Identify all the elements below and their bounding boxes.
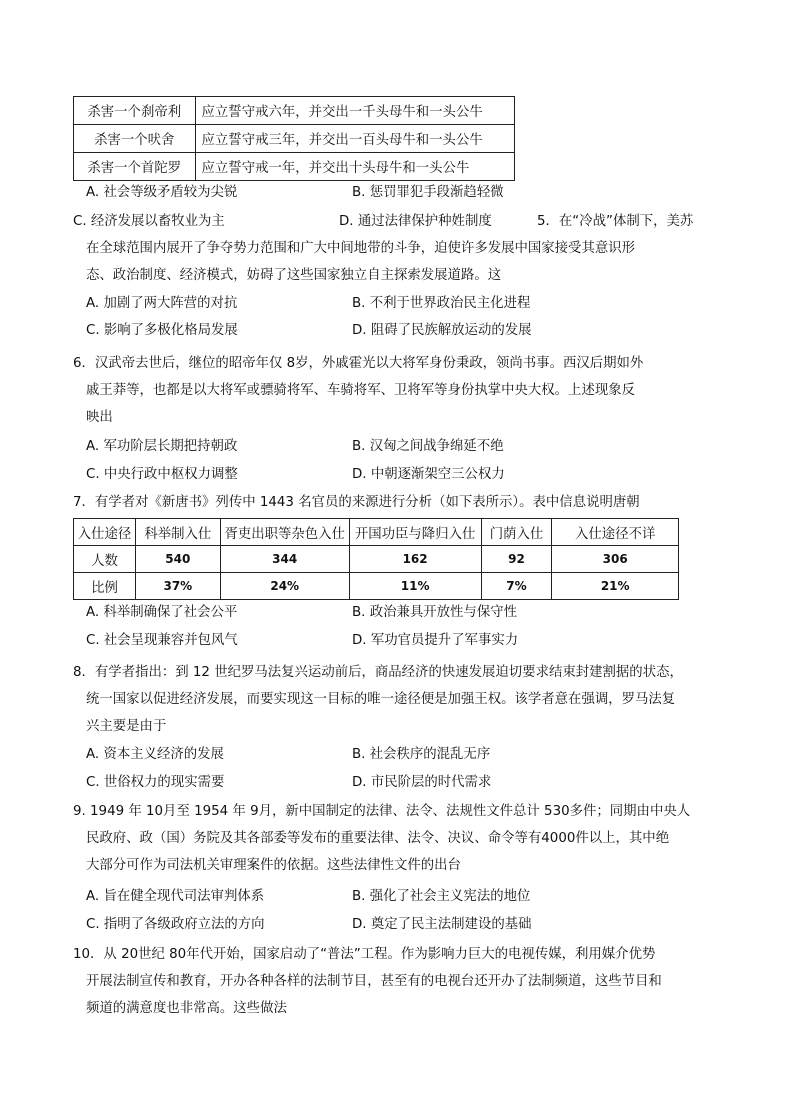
q9-stem-line: 9. 1949 年 10月至 1954 年 9月，新中国制定的法律、法令、法规性文件总计 530多件；同期由中央人 — [73, 804, 691, 819]
q5-stem-line: 态、政治制度、经济模式，妨碍了这些国家独立自主探索发展道路。这 — [86, 268, 502, 283]
table-cell: 344 — [220, 546, 349, 573]
table-cell: 24% — [220, 573, 349, 600]
table-header-row — [74, 519, 679, 546]
q6-option-c: C. 中央行政中枢权力调整 — [86, 467, 238, 482]
table-cell: 162 — [349, 546, 481, 573]
official-origin-table — [73, 518, 679, 600]
table-cell: 11% — [349, 573, 481, 600]
q8-stem-line: 8．有学者指出：到 12 世纪罗马法复兴运动前后，商品经济的快速发展迫切要求结束封建割据的状态， — [73, 665, 683, 680]
table-cell: 杀害一个首陀罗 — [74, 153, 196, 181]
q4-option-d: D. 通过法律保护种姓制度 — [339, 214, 492, 229]
q4-option-c: C. 经济发展以畜牧业为主 — [73, 214, 225, 229]
table-row — [74, 97, 515, 125]
table-cell: 应立誓守戒六年，并交出一千头母牛和一头公牛 — [195, 97, 514, 125]
q9-stem-line: 大部分可作为司法机关审理案件的依据。这些法律性文件的出台 — [86, 858, 461, 873]
table-cell: 540 — [135, 546, 220, 573]
table-header-cell: 科举制入仕 — [135, 519, 220, 546]
table-row — [74, 153, 515, 181]
table-row-label: 人数 — [74, 546, 136, 573]
q8-stem-line: 兴主要是由于 — [86, 719, 167, 734]
q4-option-a: A. 社会等级矛盾较为尖锐 — [86, 185, 238, 200]
q8-option-d: D. 市民阶层的时代需求 — [352, 775, 492, 790]
table-header-cell: 入仕途径不详 — [552, 519, 679, 546]
table-row — [74, 125, 515, 153]
q5-option-d: D. 阻碍了民族解放运动的发展 — [352, 323, 532, 338]
table-cell: 杀害一个刹帝利 — [74, 97, 196, 125]
table-row — [74, 546, 679, 573]
caste-penalty-table — [73, 96, 515, 181]
table-header-cell: 开国功臣与降归入仕 — [349, 519, 481, 546]
table-cell: 7% — [481, 573, 552, 600]
q9-option-b: B. 强化了社会主义宪法的地位 — [352, 889, 531, 904]
table-cell: 应立誓守戒三年，并交出一百头母牛和一头公牛 — [195, 125, 514, 153]
q6-stem-line: 戚王莽等，也都是以大将军或骠骑将军、车骑将军、卫将军等身份执掌中央大权。上述现象反 — [86, 383, 636, 398]
q8-stem-line: 统一国家以促进经济发展，而要实现这一目标的唯一途径便是加强王权。该学者意在强调，罗马法复 — [86, 692, 676, 707]
table-cell: 92 — [481, 546, 552, 573]
table-header-cell: 门荫入仕 — [481, 519, 552, 546]
q7-option-b: B. 政治兼具开放性与保守性 — [352, 605, 517, 620]
table-row-label: 比例 — [74, 573, 136, 600]
q10-stem-line: 频道的满意度也非常高。这些做法 — [86, 1001, 287, 1016]
table-header-cell: 胥吏出职等杂色入仕 — [220, 519, 349, 546]
q10-stem-line: 开展法制宣传和教育，开办各种各样的法制节目，甚至有的电视台还开办了法制频道，这些节目和 — [86, 974, 662, 989]
q5-stem-start: 5．在“冷战”体制下，美苏 — [537, 214, 694, 229]
q6-option-b: B. 汉匈之间战争绵延不绝 — [352, 439, 504, 454]
table-cell: 306 — [552, 546, 679, 573]
q9-option-c: C. 指明了各级政府立法的方向 — [86, 917, 265, 932]
q7-option-d: D. 军功官员提升了军事实力 — [352, 633, 519, 648]
q5-stem-line: 在全球范围内展开了争夺势力范围和广大中间地带的斗争，迫使许多发展中国家接受其意识形 — [86, 241, 636, 256]
q8-option-b: B. 社会秩序的混乱无序 — [352, 747, 491, 762]
q6-stem-line: 6．汉武帝去世后，继位的昭帝年仅 8岁，外戚霍光以大将军身份秉政，领尚书事。西汉后期如外 — [73, 356, 644, 371]
q6-stem-line: 映出 — [86, 410, 113, 425]
q6-option-d: D. 中朝逐渐架空三公权力 — [352, 467, 505, 482]
table-cell: 杀害一个吠舍 — [74, 125, 196, 153]
q8-option-a: A. 资本主义经济的发展 — [86, 747, 224, 762]
q5-option-c: C. 影响了多极化格局发展 — [86, 323, 238, 338]
q9-option-a: A. 旨在健全现代司法审判体系 — [86, 889, 265, 904]
q6-option-a: A. 军功阶层长期把持朝政 — [86, 439, 238, 454]
q5-option-b: B. 不利于世界政治民主化进程 — [352, 296, 531, 311]
q8-option-c: C. 世俗权力的现实需要 — [86, 775, 225, 790]
q9-option-d: D. 奠定了民主法制建设的基础 — [352, 917, 532, 932]
q7-stem: 7．有学者对《新唐书》列传中 1443 名官员的来源进行分析（如下表所示）。表中信息说明唐朝 — [73, 495, 640, 510]
q7-option-c: C. 社会呈现兼容并包风气 — [86, 633, 238, 648]
table-header-cell: 入仕途径 — [74, 519, 136, 546]
table-row — [74, 573, 679, 600]
q10-stem-line: 10．从 20世纪 80年代开始，国家启动了“普法”工程。作为影响力巨大的电视传媒，利用媒介优势 — [73, 947, 656, 962]
q7-option-a: A. 科举制确保了社会公平 — [86, 605, 238, 620]
table-cell: 37% — [135, 573, 220, 600]
q4-option-b: B. 惩罚罪犯手段渐趋轻微 — [352, 185, 504, 200]
q5-option-a: A. 加剧了两大阵营的对抗 — [86, 296, 238, 311]
table-cell: 应立誓守戒一年，并交出十头母牛和一头公牛 — [195, 153, 514, 181]
q9-stem-line: 民政府、政（国）务院及其各部委等发布的重要法律、法令、决议、命令等有4000件以上，其中绝 — [86, 831, 670, 846]
table-cell: 21% — [552, 573, 679, 600]
